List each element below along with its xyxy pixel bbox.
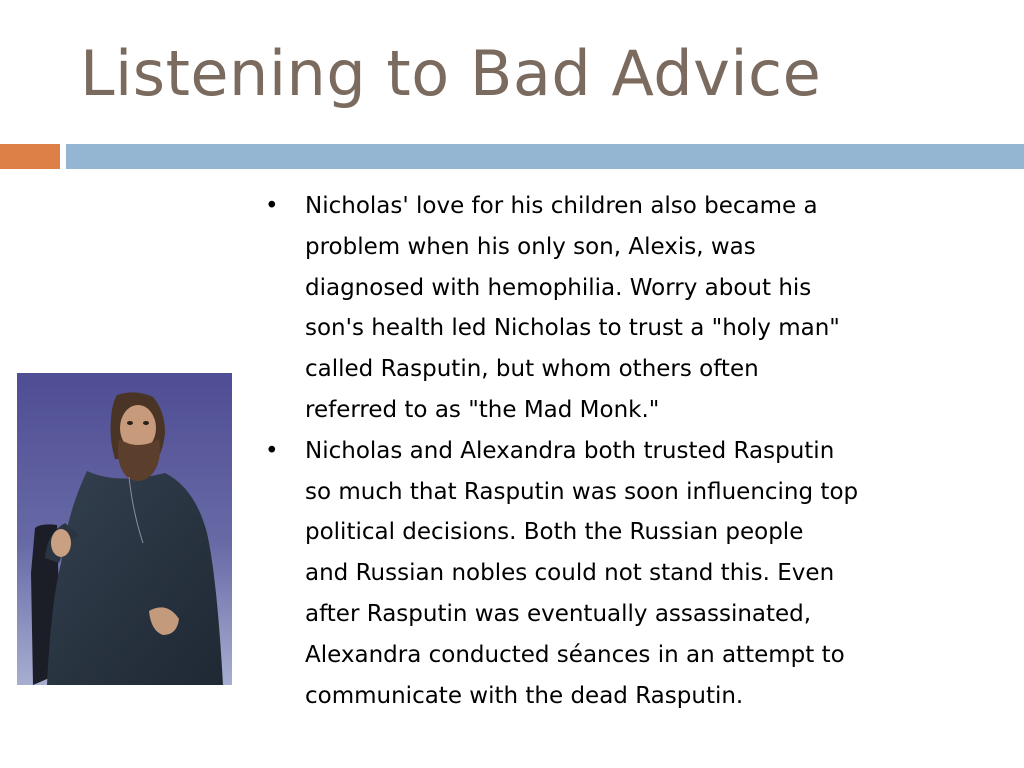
bullet-text-line: Nicholas and Alexandra both trusted Rasputin — [305, 437, 835, 464]
bullet-text-line: after Rasputin was eventually assassinated, — [305, 600, 812, 627]
bullet-text-line: referred to as "the Mad Monk." — [305, 396, 660, 423]
bullet-text-line: Nicholas' love for his children also became a — [305, 193, 818, 219]
bullet-text-line: diagnosed with hemophilia. Worry about his — [305, 274, 812, 301]
bullet-text-line: Alexandra conducted séances in an attempt to — [305, 641, 845, 668]
bullet-mark: • — [265, 193, 279, 219]
accent-bar-orange — [0, 144, 60, 169]
bullet-item — [262, 431, 962, 717]
bullet-text-line: political decisions. Both the Russian people — [305, 519, 804, 546]
bullet-text-line: called Rasputin, but whom others often — [305, 356, 759, 383]
bullet-text-line: and Russian nobles could not stand this. Even — [305, 560, 835, 587]
bullet-list — [262, 186, 962, 716]
accent-bar-blue — [66, 144, 1024, 169]
bullet-text-line: communicate with the dead Rasputin. — [305, 682, 744, 709]
bullet-text-line: problem when his only son, Alexis, was — [305, 233, 756, 260]
bullet-text-line: so much that Rasputin was soon influencing top — [305, 478, 859, 505]
slide-title: Listening to Bad Advice — [80, 37, 822, 110]
bullet-text-line: son's health led Nicholas to trust a "holy man" — [305, 315, 840, 342]
rasputin-portrait-photo — [17, 373, 232, 685]
bullet-item — [262, 186, 962, 431]
bullet-mark: • — [265, 437, 279, 464]
